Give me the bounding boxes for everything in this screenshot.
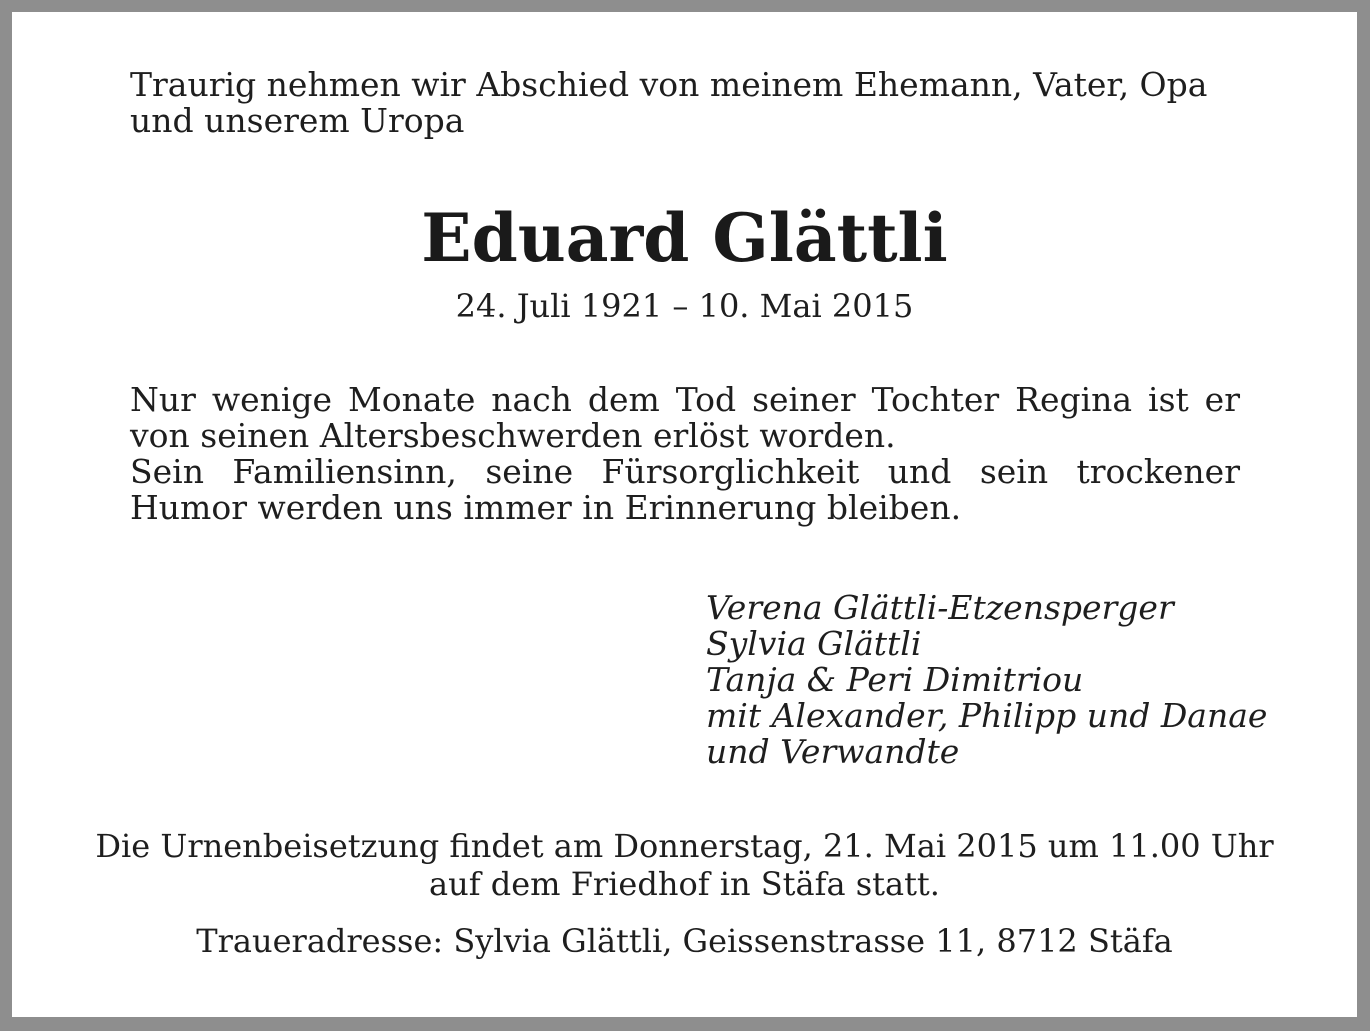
memorial-text	[130, 382, 1240, 526]
deceased-name: Eduard Glättli	[421, 199, 948, 277]
ceremony-line: auf dem Friedhof in Stäfa statt.	[429, 865, 940, 903]
mourner-line: mit Alexander, Philipp und Danae	[706, 696, 1268, 735]
mourner-line: Verena Glättli-Etzensperger	[706, 588, 1174, 627]
intro-text: Traurig nehmen wir Abschied von meinem Ehemann, Vater, Opa und unserem Uropa	[130, 65, 1208, 140]
memorial-paragraph: Sein Familiensinn, seine Fürsorglichkeit und sein trockener Humor werden uns immer in Erinnerung bleiben.	[130, 452, 1240, 527]
obituary-notice	[12, 12, 1357, 1017]
ceremony-info	[12, 827, 1357, 903]
life-dates: 24. Juli 1921 – 10. Mai 2015	[455, 287, 914, 325]
memorial-paragraph: Nur wenige Monate nach dem Tod seiner Tochter Regina ist er von seinen Altersbeschwerden erlöst worden.	[130, 380, 1240, 455]
mourner-line: und Verwandte	[706, 732, 960, 771]
mourner-line: Tanja & Peri Dimitriou	[706, 660, 1084, 699]
mourner-line: Sylvia Glättli	[706, 624, 922, 663]
mourning-address: Traueradresse: Sylvia Glättli, Geissenstrasse 11, 8712 Stäfa	[196, 922, 1173, 960]
ceremony-line: Die Urnenbeisetzung findet am Donnerstag, 21. Mai 2015 um 11.00 Uhr	[95, 827, 1274, 865]
mourners-list	[706, 590, 1266, 770]
